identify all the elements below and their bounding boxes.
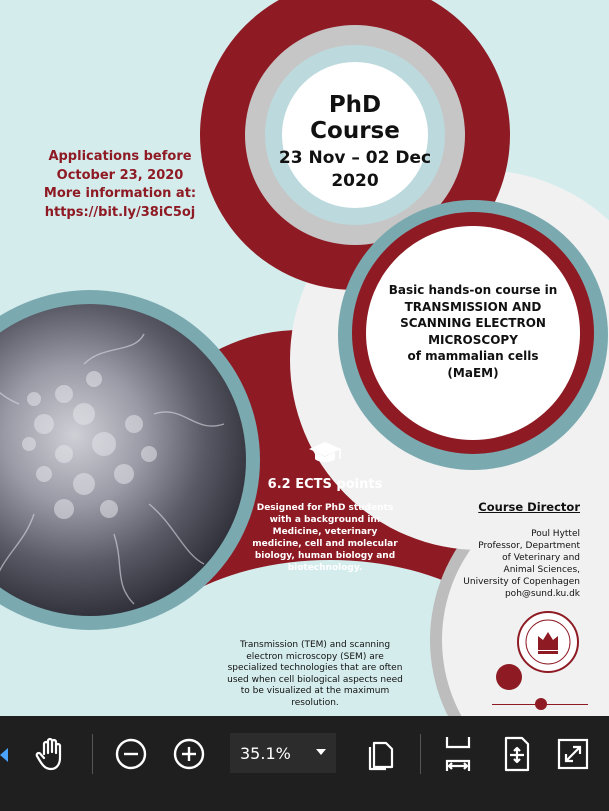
tem-line: Transmission (TEM) and scanning <box>239 640 391 650</box>
application-info <box>30 148 210 222</box>
zoom-out-icon[interactable] <box>110 733 152 775</box>
director-info <box>440 528 580 600</box>
desc-line: TRANSMISSION AND <box>404 299 542 314</box>
zoom-select[interactable] <box>230 733 336 773</box>
zoom-value: 35.1% <box>240 743 291 763</box>
tem-line: specialized technologies that are often <box>227 663 403 673</box>
tem-line: electron microscopy (SEM) are <box>246 651 384 662</box>
designed-line: with a background in: <box>269 515 381 525</box>
fit-page-icon[interactable] <box>496 733 538 775</box>
designed-line: medicine, cell and molecular <box>252 539 398 549</box>
desc-line: (MaEM) <box>447 365 499 380</box>
tem-line: used when cell biological aspects need <box>227 674 403 685</box>
director-line: University of Copenhagen <box>463 577 580 587</box>
course-description <box>378 282 568 381</box>
desc-line: of mammalian cells <box>407 349 539 363</box>
fit-width-icon[interactable] <box>437 731 479 777</box>
application-line: Applications before <box>48 149 192 164</box>
course-dates-line1: 23 Nov – 02 Dec <box>278 148 432 168</box>
desc-line: MICROSCOPY <box>428 332 518 347</box>
director-line: Poul Hyttel <box>531 529 580 539</box>
designed-for-text <box>245 502 405 574</box>
tem-line: to be visualized at the maximum <box>240 686 390 696</box>
designed-line: Medicine, veterinary <box>272 527 378 537</box>
director-line: Professor, Department <box>478 541 580 551</box>
application-line: More information at: <box>43 186 197 201</box>
designed-line: Designed for PhD students <box>256 503 394 513</box>
application-link[interactable]: https://bit.ly/38iC5oj <box>44 204 196 220</box>
toolbar-separator <box>420 734 421 774</box>
hand-tool-icon[interactable] <box>30 733 72 775</box>
university-seal-icon <box>516 610 580 674</box>
designed-line: biotechnology. <box>287 563 363 573</box>
graduation-cap-icon <box>307 440 343 466</box>
application-line: October 23, 2020 <box>56 167 184 183</box>
ects-points: 6.2 ECTS points <box>267 477 383 492</box>
director-email[interactable]: poh@sund.ku.dk <box>504 589 580 599</box>
designed-line: biology, human biology and <box>254 551 396 561</box>
director-heading: Course Director <box>478 500 580 514</box>
tem-line: resolution. <box>291 697 339 708</box>
fullscreen-icon[interactable] <box>552 733 594 775</box>
director-line: of Veterinary and <box>502 553 580 563</box>
previous-arrow-icon[interactable] <box>0 742 8 768</box>
director-line: Animal Sciences, <box>503 565 580 575</box>
copy-icon[interactable] <box>360 733 402 775</box>
tem-sem-text <box>205 640 425 709</box>
chevron-down-icon <box>316 749 326 755</box>
course-dates-line2: 2020 <box>331 171 379 191</box>
course-title: PhD Course <box>310 92 400 144</box>
toolbar-separator <box>92 734 93 774</box>
decor-dot-small <box>535 698 547 710</box>
desc-line: Basic hands-on course in <box>388 283 558 297</box>
zoom-in-icon[interactable] <box>168 733 210 775</box>
desc-line: SCANNING ELECTRON <box>400 316 546 330</box>
decor-dot-large <box>496 664 522 690</box>
